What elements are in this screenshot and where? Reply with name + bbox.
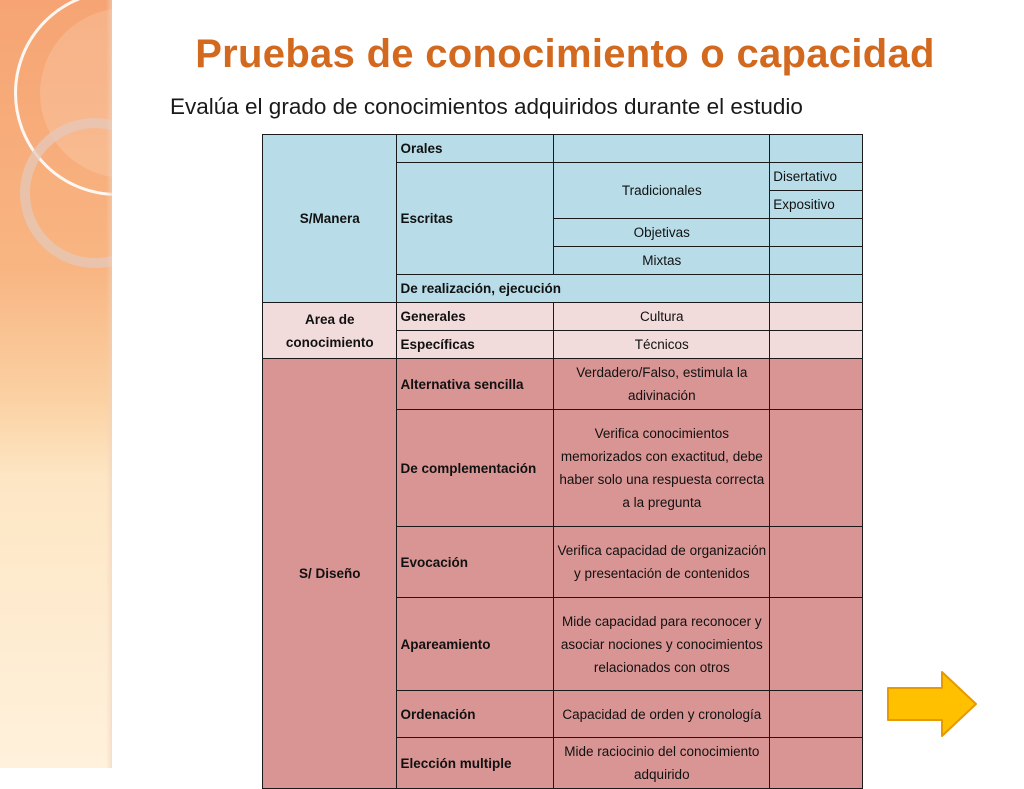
table-row [263, 135, 863, 163]
cell-apareamiento-desc: Mide capacidad para reconocer y asociar nociones y conocimientos relacionados con otros [554, 598, 770, 691]
empty-cell [770, 247, 863, 275]
table-row [263, 303, 863, 331]
empty-cell [554, 135, 770, 163]
cell-disertativo: Disertativo [770, 163, 863, 191]
category-s-diseno: S/ Diseño [263, 359, 397, 789]
right-arrow-icon[interactable] [886, 670, 978, 738]
cell-cultura: Cultura [554, 303, 770, 331]
cell-tecnicos: Técnicos [554, 331, 770, 359]
cell-eleccion-desc: Mide raciocinio del conocimiento adquirido [554, 738, 770, 789]
slide-subtitle: Evalúa el grado de conocimientos adquiridos durante el estudio [170, 94, 803, 119]
row-label-complementacion: De complementación [397, 410, 554, 527]
category-area-conocimiento: Area de conocimiento [263, 303, 397, 359]
empty-cell [770, 691, 863, 738]
cell-complementacion-desc: Verifica conocimientos memorizados con exactitud, debe haber solo una respuesta correcta a la pregunta [554, 410, 770, 527]
empty-cell [770, 219, 863, 247]
row-label-generales: Generales [397, 303, 554, 331]
empty-cell [770, 331, 863, 359]
row-label-especificas: Específicas [397, 331, 554, 359]
empty-cell [770, 598, 863, 691]
row-label-escritas: Escritas [397, 163, 554, 275]
row-label-apareamiento: Apareamiento [397, 598, 554, 691]
side-decoration-band [0, 0, 112, 768]
row-label-de-realizacion: De realización, ejecución [397, 275, 770, 303]
cell-expositivo: Expositivo [770, 191, 863, 219]
cell-tradicionales: Tradicionales [554, 163, 770, 219]
empty-cell [770, 135, 863, 163]
classification-table [262, 134, 863, 789]
empty-cell [770, 738, 863, 789]
empty-cell [770, 359, 863, 410]
cell-ordenacion-desc: Capacidad de orden y cronología [554, 691, 770, 738]
empty-cell [770, 303, 863, 331]
row-label-ordenacion: Ordenación [397, 691, 554, 738]
row-label-evocacion: Evocación [397, 527, 554, 598]
row-label-orales: Orales [397, 135, 554, 163]
empty-cell [770, 275, 863, 303]
table-row [263, 359, 863, 410]
cell-alternativa-desc: Verdadero/Falso, estimula la adivinación [554, 359, 770, 410]
row-label-eleccion: Elección multiple [397, 738, 554, 789]
row-label-alternativa: Alternativa sencilla [397, 359, 554, 410]
empty-cell [770, 527, 863, 598]
cell-mixtas: Mixtas [554, 247, 770, 275]
cell-objetivas: Objetivas [554, 219, 770, 247]
slide-title: Pruebas de conocimiento o capacidad [195, 32, 935, 76]
category-s-manera: S/Manera [263, 135, 397, 303]
cell-evocacion-desc: Verifica capacidad de organización y presentación de contenidos [554, 527, 770, 598]
empty-cell [770, 410, 863, 527]
